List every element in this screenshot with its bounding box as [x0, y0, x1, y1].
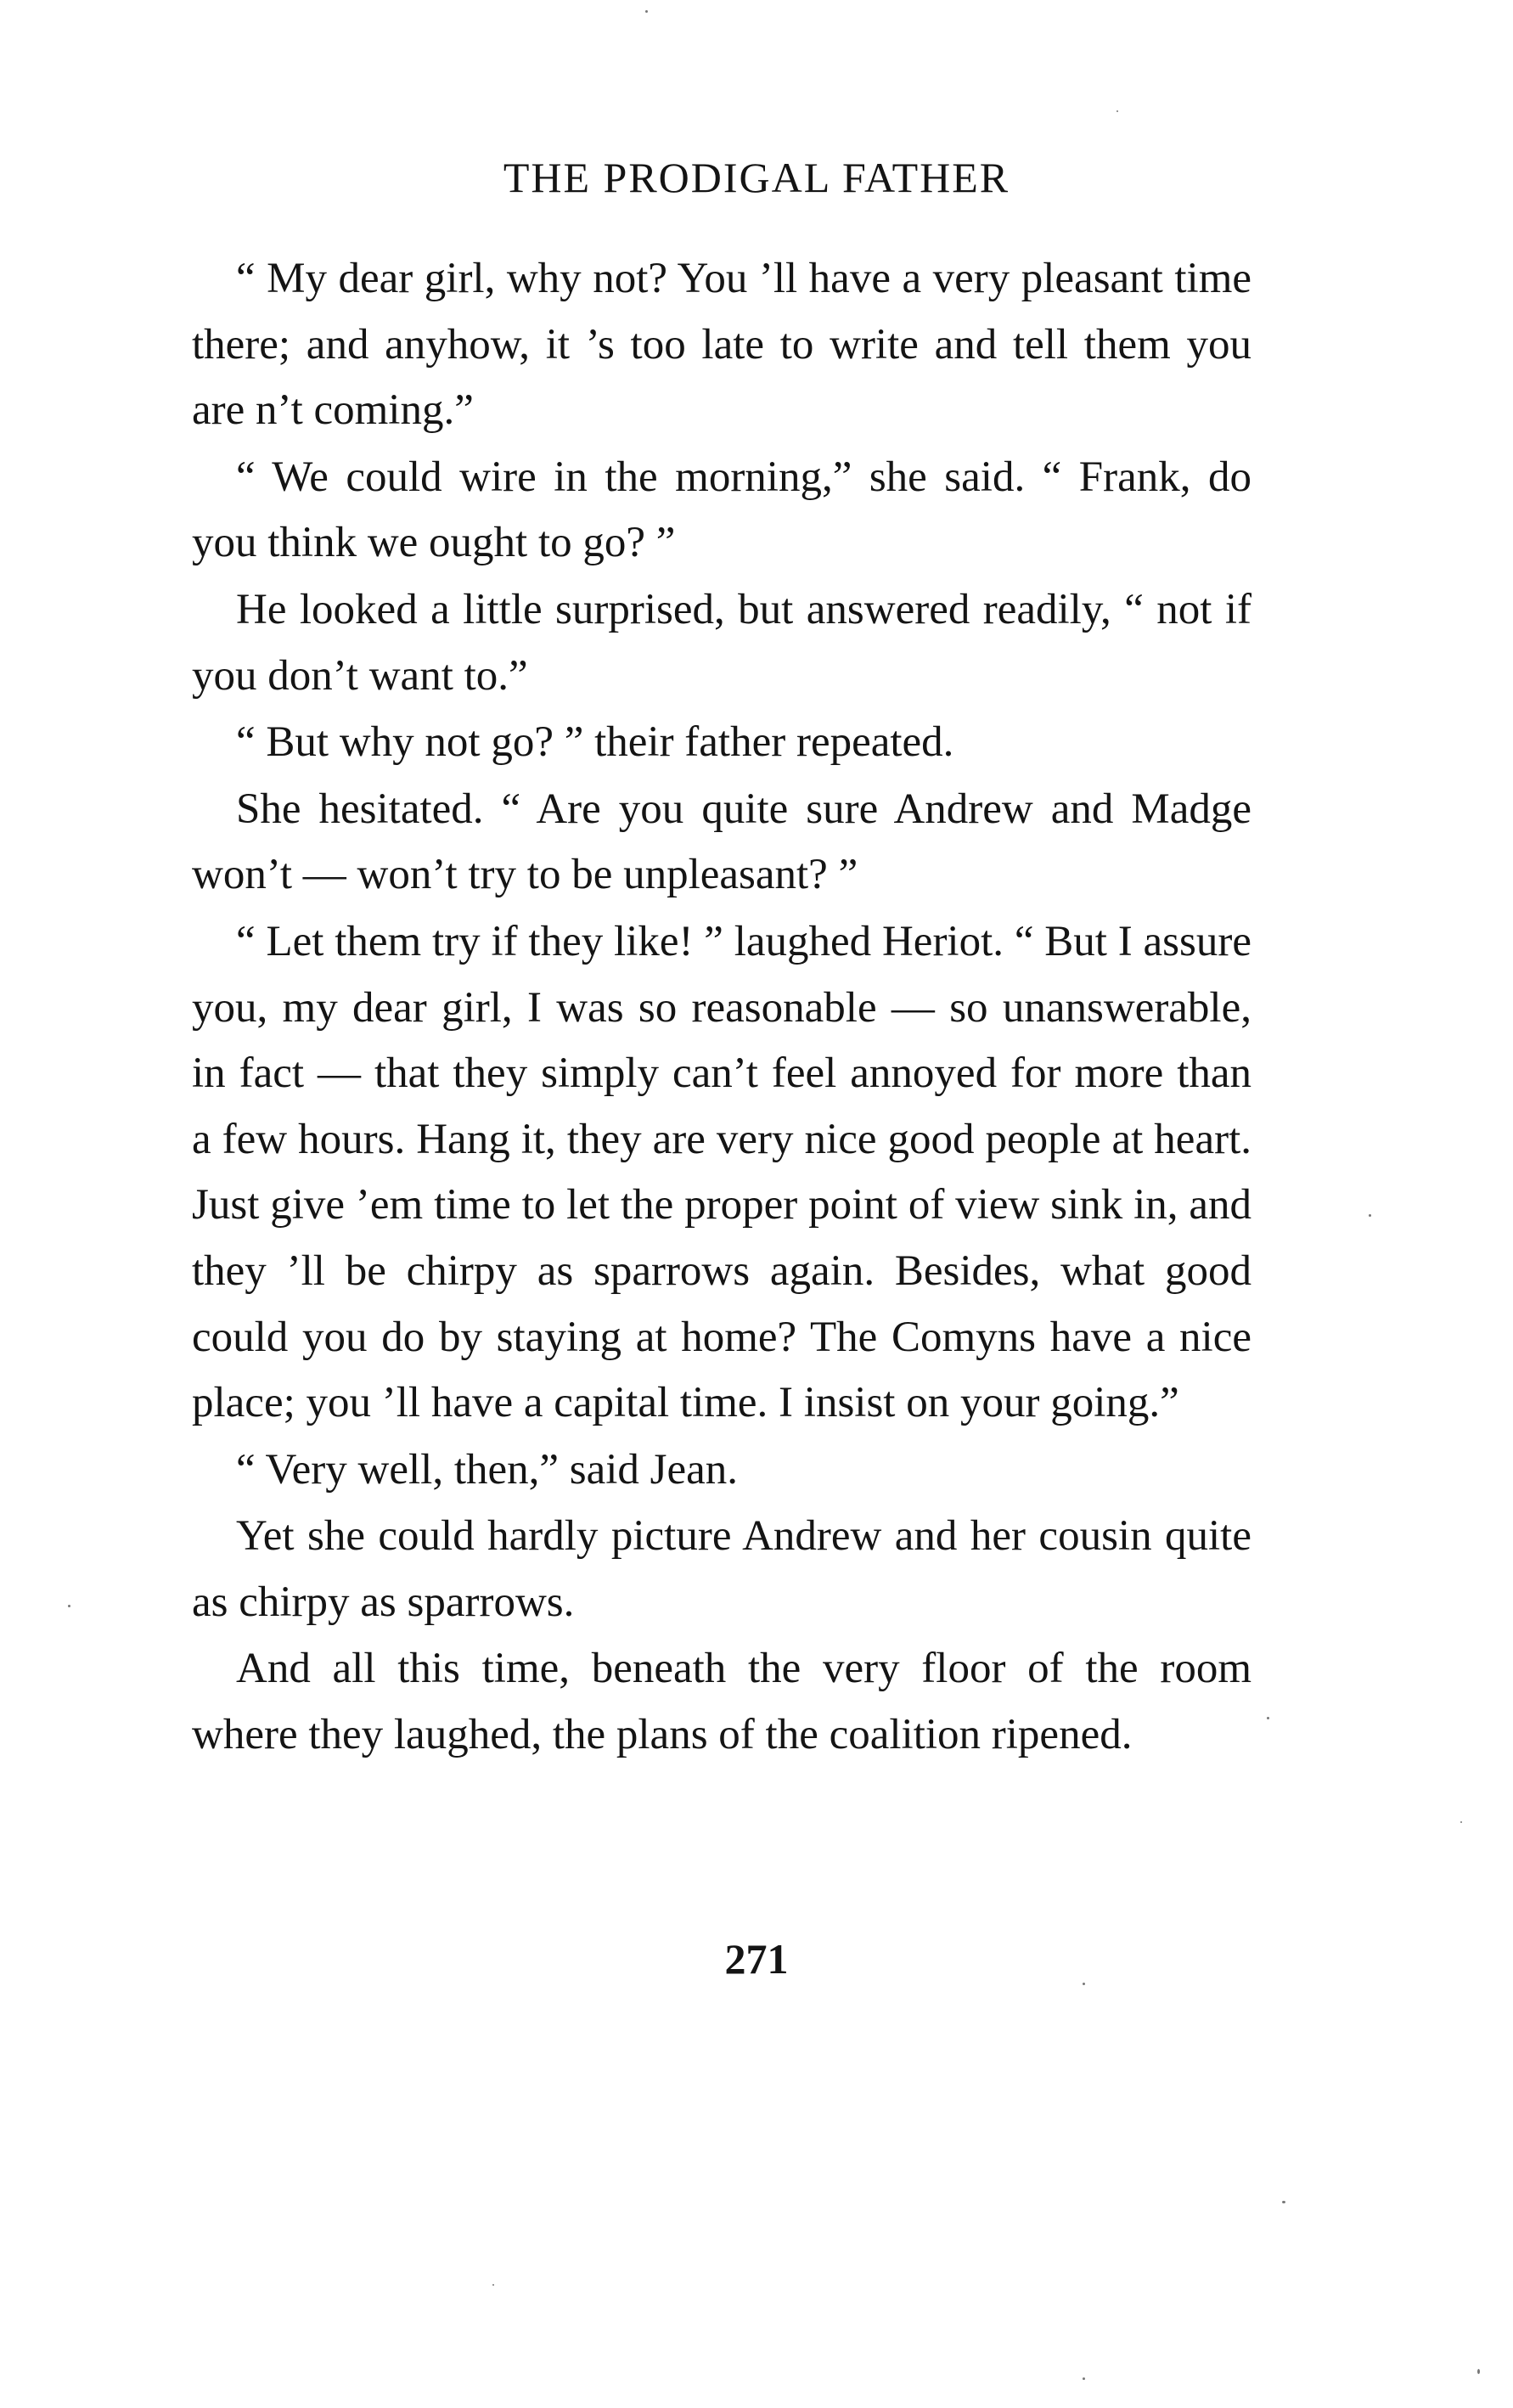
page-number: 271 [724, 1935, 789, 1983]
scan-speck [492, 2284, 494, 2286]
paragraph: She hesitated. “ Are you quite sure Andrew and Madge won’t — won’t try to be unpleasant? ” [192, 785, 1251, 899]
paragraph: “ Very well, then,” said Jean. [236, 1445, 739, 1494]
paragraph: Yet she could hardly picture Andrew and her cousin quite as chirpy as sparrows. [192, 1512, 1251, 1626]
paragraph: “ But why not go? ” their father repeated. [236, 718, 954, 767]
scan-speck [1369, 1214, 1371, 1217]
scan-speck [1267, 1717, 1269, 1719]
scan-speck [1083, 2377, 1085, 2380]
scan-speck [645, 10, 648, 13]
paragraph: He looked a little surprised, but answered readily, “ not if you don’t want to.” [192, 585, 1251, 700]
running-head-title: THE PRODIGAL FATHER [503, 154, 1010, 201]
paragraph: And all this time, beneath the very floor of the room where they laughed, the plans of the coalition ripened. [192, 1645, 1251, 1759]
scan-speck [1282, 2201, 1285, 2203]
scan-speck [1460, 1821, 1462, 1823]
scan-speck [1083, 1983, 1085, 1985]
scan-speck [68, 1605, 70, 1607]
paragraph: “ We could wire in the morning,” she said. “ Frank, do you think we ought to go? ” [192, 453, 1251, 567]
paragraph: “ My dear girl, why not? You ’ll have a very pleasant time there; and anyhow, it ’s too late to write and tell them you are n’t coming.” [192, 255, 1251, 435]
scan-speck [1477, 2369, 1480, 2374]
paragraph: “ Let them try if they like! ” laughed Heriot. “ But I assure you, my dear girl, I was so reasonable — so unanswerable, in fact — that they simply can’t feel annoyed for more than a few hours. Hang it, they are very nice good people at heart. Just give ’em time to let the proper point of view sink in, and they ’ll be chirpy as sparrows again. Besides, what good could you do by staying at home? The Comyns have a nice place; you ’ll have a capital time. I insist on your going.” [192, 917, 1251, 1427]
body-text [192, 246, 1251, 1769]
scan-speck [1116, 110, 1118, 112]
